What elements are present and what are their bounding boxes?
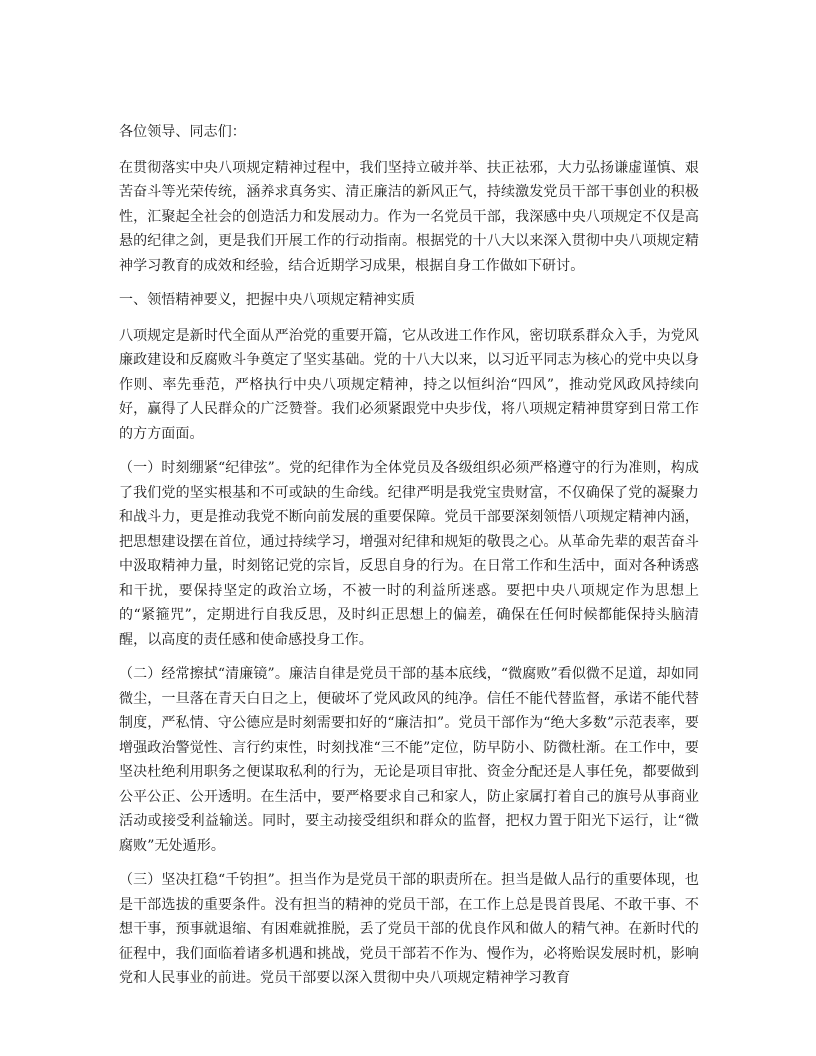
salutation: 各位领导、同志们： <box>119 124 246 140</box>
document-body <box>119 120 699 1001</box>
subsection-paragraph-1: （一）时刻绷紧“纪律弦”。党的纪律作为全体党员及各级组织必须严格遵守的行为准则，构成了我们党的坚实根基和不可或缺的生命线。纪律严明是我党宝贵财富，不仅确保了党的凝聚力和战斗力，更是推动我党不断向前发展的重要保障。党员干部要深刻领悟八项规定精神内涵，把思想建设摆在首位，通过持续学习，增强对纪律和规矩的敬畏之心。从革命先辈的艰苦奋斗中汲取精神力量，时刻铭记党的宗旨，反思自身的行为。在日常工作和生活中，面对各种诱惑和干扰，要保持坚定的政治立场，不被一时的利益所迷惑。要把中央八项规定作为思想上的“紧箍咒”，定期进行自我反思，及时纠正思想上的偏差，确保在任何时候都能保持头脑清醒，以高度的责任感和使命感投身工作。 <box>119 460 699 648</box>
intro-paragraph: 在贯彻落实中央八项规定精神过程中，我们坚持立破并举、扶正祛邪，大力弘扬谦虚谨慎、艰苦奋斗等光荣传统，涵养求真务实、清正廉洁的新风正气，持续激发党员干部干事创业的积极性，汇聚起全社会的创造活力和发展动力。作为一名党员干部，我深感中央八项规定不仅是高悬的纪律之剑，更是我们开展工作的行动指南。根据党的十八大以来深入贯彻中央八项规定精神学习教育的成效和经验，结合近期学习成果，根据自身工作做如下研讨。 <box>119 159 699 274</box>
subsection-paragraph-2: （二）经常擦拭“清廉镜”。廉洁自律是党员干部的基本底线，“微腐败”看似微不足道，却如同微尘，一旦落在青天白日之上，便破坏了党风政风的纯净。信任不能代替监督，承诺不能代替制度，严私情、守公德应是时刻需要扣好的“廉洁扣”。党员干部作为“绝大多数”示范表率，要增强政治警觉性、言行约束性，时刻找准“三不能”定位，防早防小、防微杜渐。在工作中，要坚决杜绝利用职务之便谋取私利的行为，无论是项目审批、资金分配还是人事任免，都要做到公平公正、公开透明。在生活中，要严格要求自己和家人，防止家属打着自己的旗号从事商业活动或接受利益输送。同时，要主动接受组织和群众的监督，把权力置于阳光下运行，让“微腐败”无处遁形。 <box>119 666 699 854</box>
section-heading: 一、领悟精神要义，把握中央八项规定精神实质 <box>119 292 416 308</box>
section-paragraph: 八项规定是新时代全面从严治党的重要开篇，它从改进工作作风，密切联系群众入手，为党风廉政建设和反腐败斗争奠定了坚实基础。党的十八大以来，以习近平同志为核心的党中央以身作则、率先垂范，严格执行中央八项规定精神，持之以恒纠治“四风”，推动党风政风持续向好，赢得了人民群众的广泛赞誉。我们必须紧跟党中央步伐，将八项规定精神贯穿到日常工作的方方面面。 <box>119 327 699 442</box>
subsection-paragraph-3: （三）坚决扛稳“千钧担”。担当作为是党员干部的职责所在。担当是做人品行的重要体现，也是干部选拔的重要条件。没有担当的精神的党员干部，在工作上总是畏首畏尾、不敢干事、不想干事，预事就退缩、有困难就推脱，丢了党员干部的优良作风和做人的精气神。在新时代的征程中，我们面临着诸多机遇和挑战，党员干部若不作为、慢作为，必将贻误发展时机，影响党和人民事业的前进。党员干部要以深入贯彻中央八项规定精神学习教育 <box>119 872 699 986</box>
